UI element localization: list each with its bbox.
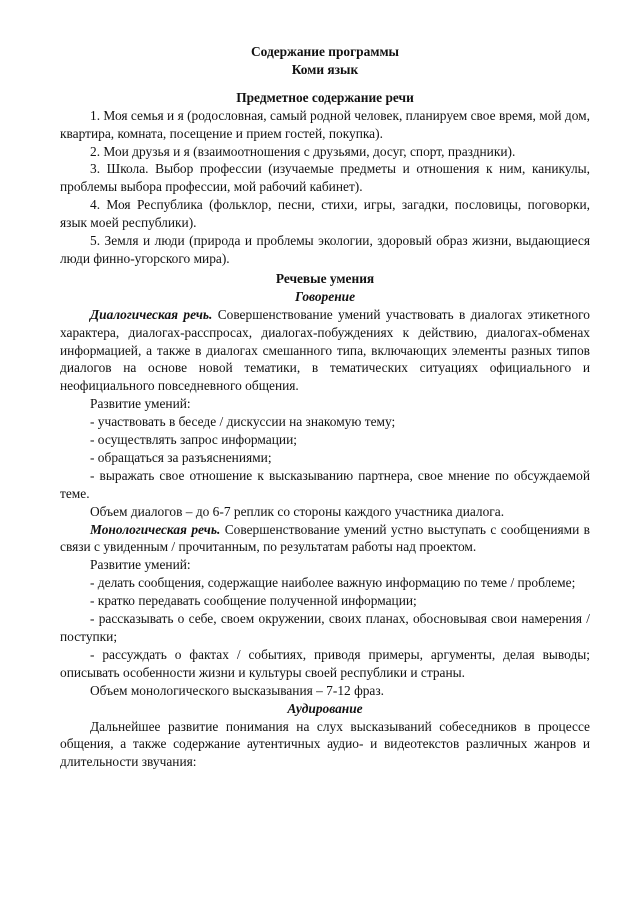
dialog-bullet-1: - участвовать в беседе / дискуссии на знакомую тему; [90, 414, 396, 430]
section-heading-subject-content: Предметное содержание речи [236, 89, 414, 105]
subheading-speaking: Говорение [294, 288, 356, 304]
monologue-lead: Монологическая речь. [90, 521, 221, 537]
dialog-bullet-4: - выражать свое отношение к высказыванию партнера, свое мнение по обсуждаемой теме. [60, 467, 590, 501]
dialog-text: Совершенствование умений участвовать в диалогах этикетного характера, диалогах-расспросах, диалогах-побуждениях к действию, диалогах-обменах информацией, а также в диалогах смешанного типа, включающих элементы разных типов диалогов на основе новой тематики, в тематических ситуациях официального и неофициального повседневного общения. [60, 306, 590, 394]
subheading-listening: Аудирование [287, 700, 363, 716]
dialog-bullet-3: - обращаться за разъяснениями; [90, 449, 272, 465]
monologue-paragraph [60, 521, 590, 557]
monologue-bullet-4: - рассуждать о фактах / событиях, приводя примеры, аргументы, делая выводы; описывать особенности жизни и культуры своей республики и страны. [60, 646, 590, 680]
dialog-bullet-2: - осуществлять запрос информации; [90, 432, 297, 448]
dialog-skills-label: Развитие умений: [90, 396, 191, 412]
page-title: Содержание программы [250, 44, 400, 59]
topic-item-4: 4. Моя Республика (фольклор, песни, стихи, игры, загадки, пословицы, поговорки, язык моей республики). [60, 197, 590, 231]
dialog-paragraph [60, 306, 590, 396]
page-subtitle: Коми язык [291, 61, 359, 77]
dialog-volume: Объем диалогов – до 6-7 реплик со стороны каждого участника диалога. [90, 503, 505, 519]
monologue-skills-label: Развитие умений: [90, 557, 191, 573]
monologue-text: Совершенствование умений устно выступать с сообщениями в связи с увиденным / прочитанным, по результатам работы над проектом. [60, 521, 591, 555]
monologue-bullet-3: - рассказывать о себе, своем окружении, своих планах, обосновывая свои намерения / поступки; [60, 611, 590, 644]
dialog-lead: Диалогическая речь. [90, 306, 213, 322]
listening-paragraph: Дальнейшее развитие понимания на слух высказываний собеседников в процессе общения, а также содержание аутентичных аудио- и видеотекстов различных жанров и длительности звучания: [60, 718, 590, 770]
topic-item-3: 3. Школа. Выбор профессии (изучаемые предметы и отношения к ним, каникулы, проблемы выбора профессии, мой рабочий кабинет). [60, 161, 590, 195]
monologue-volume: Объем монологического высказывания – 7-12 фраз. [90, 682, 385, 698]
section-heading-speech-skills: Речевые умения [275, 270, 375, 286]
topic-item-1: 1. Моя семья и я (родословная, самый родной человек, планируем свое время, мой дом, квартира, комната, посещение и прием гостей, покупка). [60, 107, 590, 141]
monologue-bullet-2: - кратко передавать сообщение полученной информации; [90, 593, 417, 609]
topic-item-2: 2. Мои друзья и я (взаимоотношения с друзьями, досуг, спорт, праздники). [90, 143, 516, 159]
monologue-bullet-1: - делать сообщения, содержащие наиболее важную информацию по теме / проблеме; [90, 575, 576, 591]
topic-item-5: 5. Земля и люди (природа и проблемы экологии, здоровый образ жизни, выдающиеся люди финно-угорского мира). [60, 233, 590, 266]
